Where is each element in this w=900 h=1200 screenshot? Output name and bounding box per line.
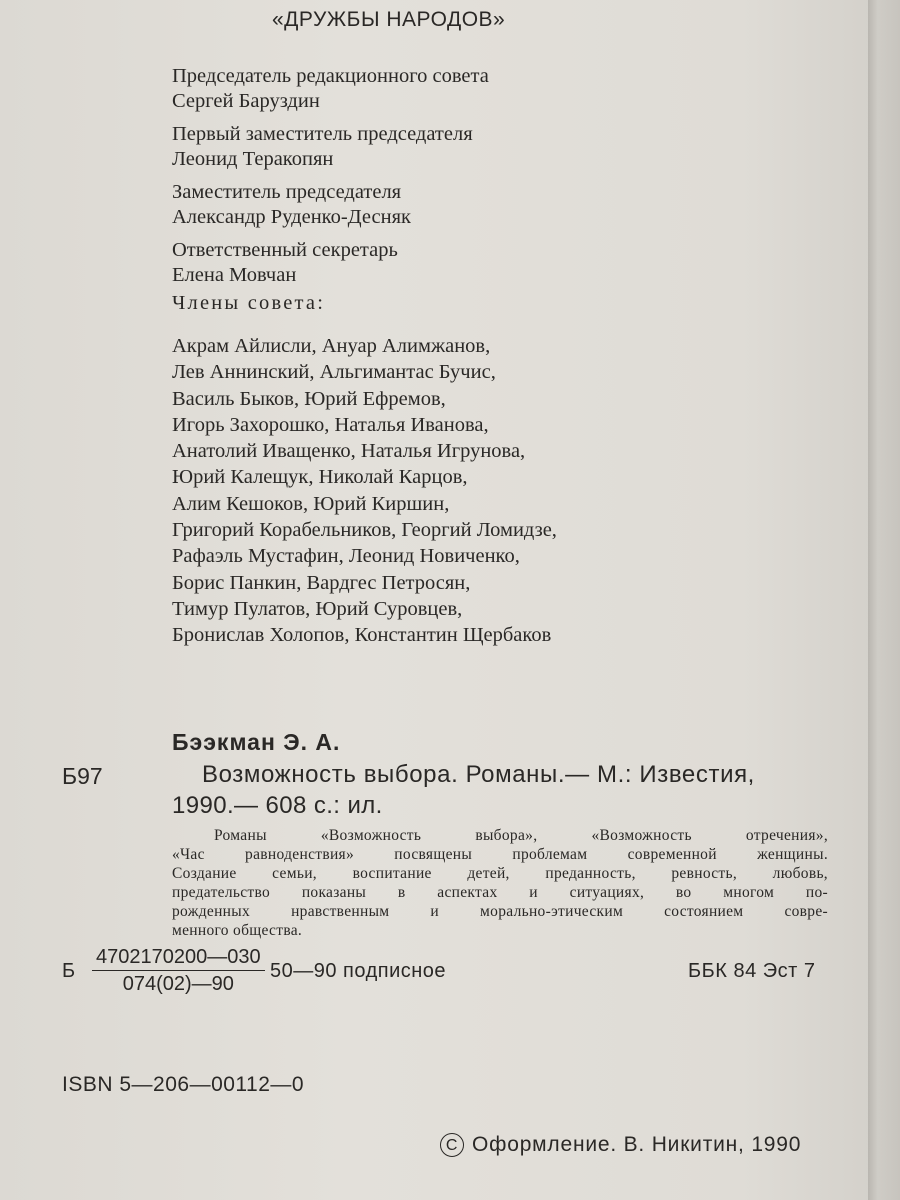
price-info: 50—90 подписное [270, 960, 447, 982]
role-chairman [172, 64, 489, 114]
catalog-letter: Б [62, 960, 76, 982]
members-heading: Члены совета: [172, 292, 326, 314]
annotation-line: менного общества. [172, 922, 303, 939]
list-item: Акрам Айлисли, Ануар Алимжанов, [172, 335, 491, 357]
catalog-denominator: 074(02)—90 [122, 973, 234, 995]
annotation-line: Романы «Возможность выбора», «Возможность отречения», [214, 827, 828, 844]
role-name: Леонид Теракопян [172, 148, 334, 170]
book-annotation [172, 826, 828, 940]
catalog-fraction [92, 946, 265, 996]
role-title: Первый заместитель председателя [172, 123, 473, 145]
annotation-line: Создание семьи, воспитание детей, преданность, ревность, любовь, [172, 865, 828, 882]
copyright-icon: C [440, 1133, 464, 1157]
list-item: Юрий Калещук, Николай Карцов, [172, 466, 468, 489]
role-title: Заместитель председателя [172, 181, 402, 203]
role-name: Александр Руденко-Десняк [172, 206, 411, 228]
page-edge [868, 0, 900, 1200]
list-item: Григорий Корабельников, Георгий Ломидзе, [172, 519, 557, 542]
role-first-deputy [172, 122, 489, 172]
editorial-board-roles [172, 64, 489, 296]
list-item: Тимур Пулатов, Юрий Суровцев, [172, 597, 463, 620]
role-title: Председатель редакционного совета [172, 65, 489, 87]
copyright-line [440, 1133, 801, 1157]
book-year-line: 1990.— 608 с.: ил. [172, 792, 383, 819]
annotation-line: рожденных нравственным и морально-этическим состоянием совре- [172, 903, 828, 920]
book-title-line: Возможность выбора. Романы.— М.: Известия, [202, 761, 755, 788]
copyright-text: Оформление. В. Никитин, 1990 [472, 1133, 802, 1156]
role-title: Ответственный секретарь [172, 239, 398, 261]
list-item: Рафаэль Мустафин, Леонид Новиченко, [172, 545, 520, 568]
list-item: Лев Аннинский, Альгимантас Бучис, [172, 361, 496, 384]
list-item: Василь Быков, Юрий Ефремов, [172, 387, 446, 410]
bbk-code: ББК 84 Эст 7 [688, 960, 816, 982]
list-item: Алим Кешоков, Юрий Киршин, [172, 492, 450, 515]
list-item: Борис Панкин, Вардгес Петросян, [172, 571, 471, 594]
list-item: Анатолий Иващенко, Наталья Игрунова, [172, 440, 526, 463]
book-author: Бээкман Э. А. [172, 729, 341, 755]
list-item: Игорь Захорошко, Наталья Иванова, [172, 413, 489, 436]
role-deputy [172, 180, 489, 230]
members-list [172, 333, 557, 649]
series-header: «ДРУЖБЫ НАРОДОВ» [272, 8, 506, 31]
annotation-line: «Час равноденствия» посвящены проблемам современной женщины. [172, 846, 828, 863]
role-name: Елена Мовчан [172, 264, 297, 286]
catalog-numerator: 4702170200—030 [92, 946, 265, 971]
role-secretary [172, 238, 489, 288]
library-code: Б97 [62, 763, 103, 789]
annotation-line: предательство показаны в аспектах и ситуациях, во многом по- [172, 884, 828, 901]
list-item: Бронислав Холопов, Константин Щербаков [172, 624, 552, 647]
isbn: ISBN 5—206—00112—0 [62, 1073, 305, 1096]
role-name: Сергей Баруздин [172, 90, 320, 112]
